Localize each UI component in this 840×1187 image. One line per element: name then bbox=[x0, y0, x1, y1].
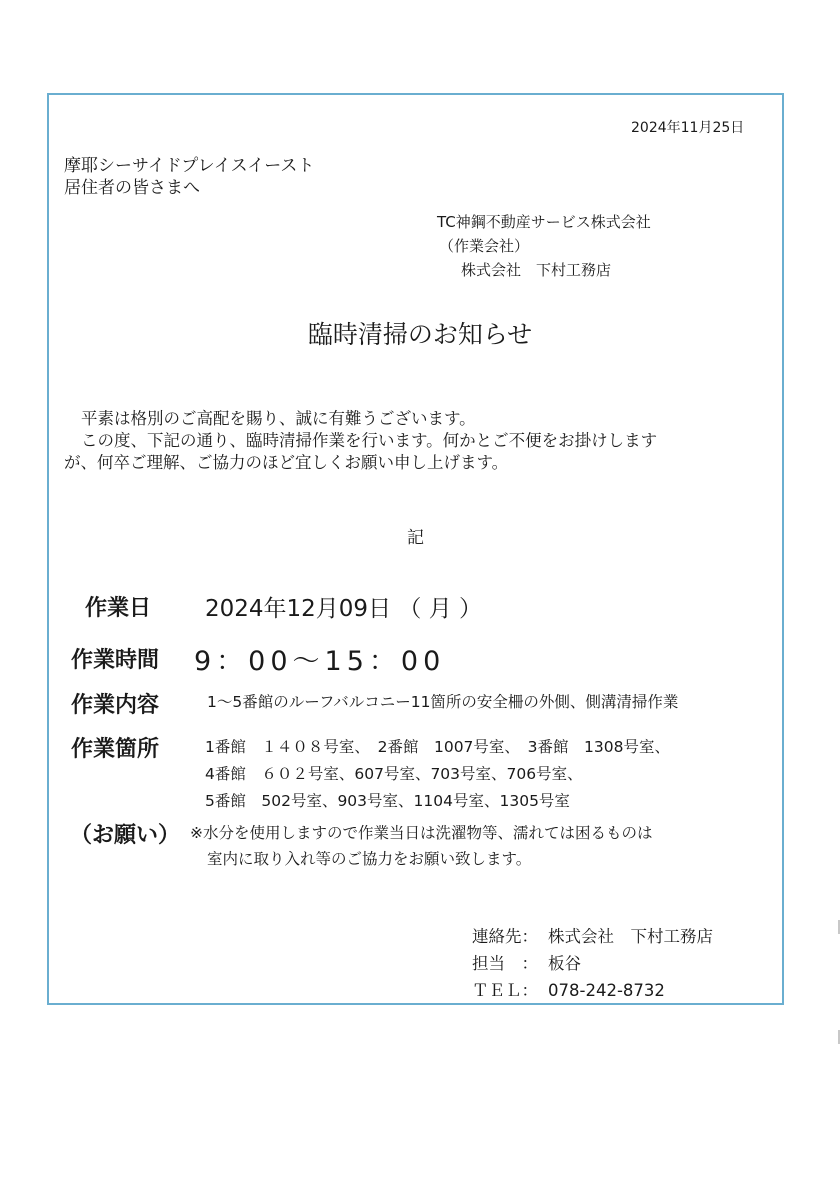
sender-role: （作業会社） bbox=[439, 237, 530, 255]
notice-body bbox=[64, 408, 657, 474]
addressee-building: 摩耶シーサイドプレイスイースト bbox=[64, 156, 315, 176]
work-place-label: 作業箇所 bbox=[71, 737, 160, 762]
addressee bbox=[64, 155, 314, 199]
sender-company: TC神鋼不動産サービス株式会社 bbox=[437, 213, 651, 231]
work-date-value: 2024年12月09日 （ 月 ） bbox=[205, 596, 482, 622]
contact-row bbox=[472, 923, 713, 950]
work-place-list bbox=[205, 734, 670, 815]
request-label: （お願い） bbox=[70, 823, 181, 848]
contact-key: 連絡先： bbox=[472, 927, 538, 946]
place-line-1: 1番館 １４０８号室、 2番館 1007号室、 3番館 1308号室、 bbox=[205, 738, 670, 756]
contact-value: 078-242-8732 bbox=[548, 981, 665, 1000]
contact-value: 株式会社 下村工務店 bbox=[548, 927, 713, 946]
work-time-label: 作業時間 bbox=[71, 648, 160, 673]
notice-title: 臨時清掃のお知らせ bbox=[307, 320, 533, 349]
work-content-value: 1～5番館のルーフバルコニー11箇所の安全柵の外側、側溝清掃作業 bbox=[207, 693, 679, 711]
body-line-3: が、何卒ご理解、ご協力のほど宜しくお願い申し上げます。 bbox=[64, 453, 509, 472]
body-line-2: この度、下記の通り、臨時清掃作業を行います。何かとご不便をお掛けします bbox=[81, 431, 658, 450]
work-content-label: 作業内容 bbox=[71, 693, 160, 718]
issue-date: 2024年11月25日 bbox=[631, 120, 745, 136]
request-line-2: 室内に取り入れ等のご協力をお願い致します。 bbox=[207, 850, 532, 868]
body-line-1: 平素は格別のご高配を賜り、誠に有難うございます。 bbox=[81, 409, 476, 428]
sender-block bbox=[437, 210, 651, 282]
work-date-label: 作業日 bbox=[85, 596, 152, 621]
ki-marker: 記 bbox=[407, 528, 424, 548]
sender-contractor: 株式会社 下村工務店 bbox=[461, 261, 612, 279]
place-line-2: 4番館 ６０２号室、607号室、703号室、706号室、 bbox=[205, 765, 583, 783]
addressee-residents: 居住者の皆さまへ bbox=[64, 178, 200, 198]
place-line-3: 5番館 502号室、903号室、1104号室、1305号室 bbox=[205, 792, 570, 810]
work-time-value: 9：00～15：00 bbox=[194, 646, 446, 677]
request-text bbox=[190, 820, 653, 872]
contact-key: ＴＥＬ： bbox=[472, 981, 538, 1000]
contact-block bbox=[472, 923, 713, 1004]
contact-key: 担当 ： bbox=[472, 954, 538, 973]
contact-row bbox=[472, 977, 713, 1004]
request-line-1: ※水分を使用しますので作業当日は洗濯物等、濡れては困るものは bbox=[190, 824, 653, 842]
contact-row bbox=[472, 950, 713, 977]
contact-value: 板谷 bbox=[548, 954, 581, 973]
